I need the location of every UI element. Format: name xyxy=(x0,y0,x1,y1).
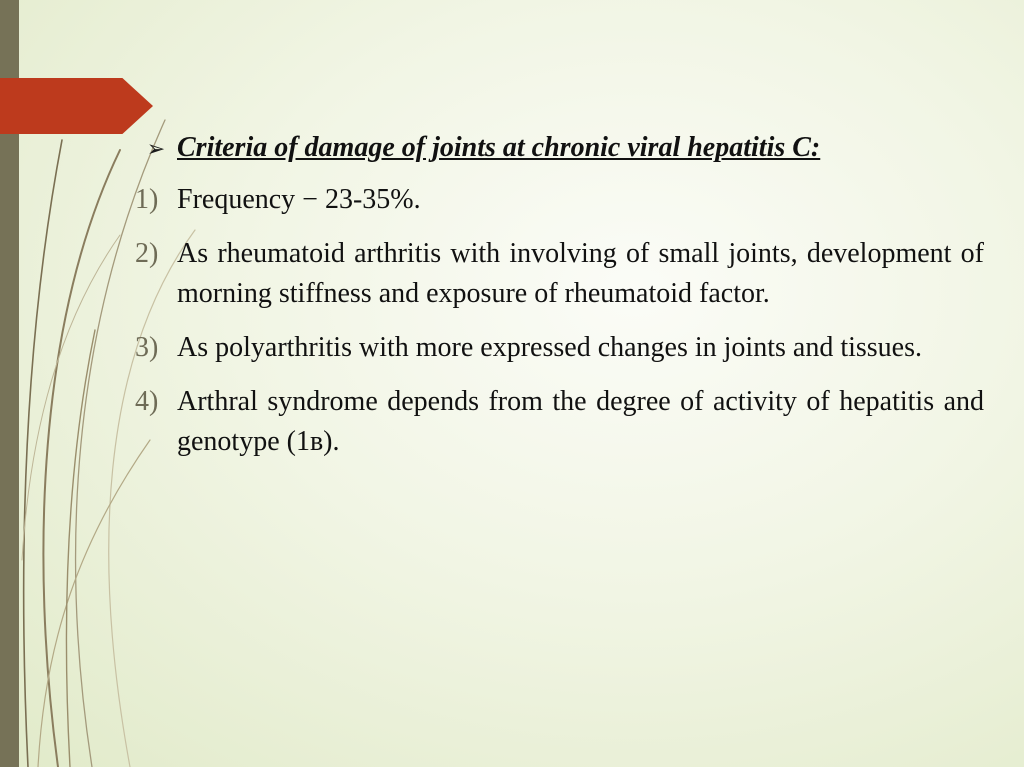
accent-tab xyxy=(0,78,153,134)
list-item-number: 3) xyxy=(135,332,159,363)
list-item xyxy=(135,328,984,368)
slide-heading xyxy=(135,127,984,170)
list-item-text: Arthral syndrome depends from the degree of activity of hepatitis and genotype (1в). xyxy=(177,386,984,457)
list-item-number: 4) xyxy=(135,386,159,417)
list-item-text: As polyarthritis with more expressed changes in joints and tissues. xyxy=(177,332,922,363)
list-item-text: As rheumatoid arthritis with involving of small joints, development of morning stiffness and exposure of rheumatoid factor. xyxy=(177,238,984,309)
list-item xyxy=(135,382,984,462)
list-item-number: 1) xyxy=(135,184,159,215)
list-item xyxy=(135,234,984,314)
list-item xyxy=(135,180,984,220)
list-item-text: Frequency − 23-35%. xyxy=(177,184,421,215)
slide-content xyxy=(135,127,984,476)
arrowhead-bullet-icon: ➢ xyxy=(146,136,166,161)
heading-text: Criteria of damage of joints at chronic viral hepatitis C: xyxy=(177,132,821,163)
criteria-list xyxy=(135,180,984,462)
list-item-number: 2) xyxy=(135,238,159,269)
